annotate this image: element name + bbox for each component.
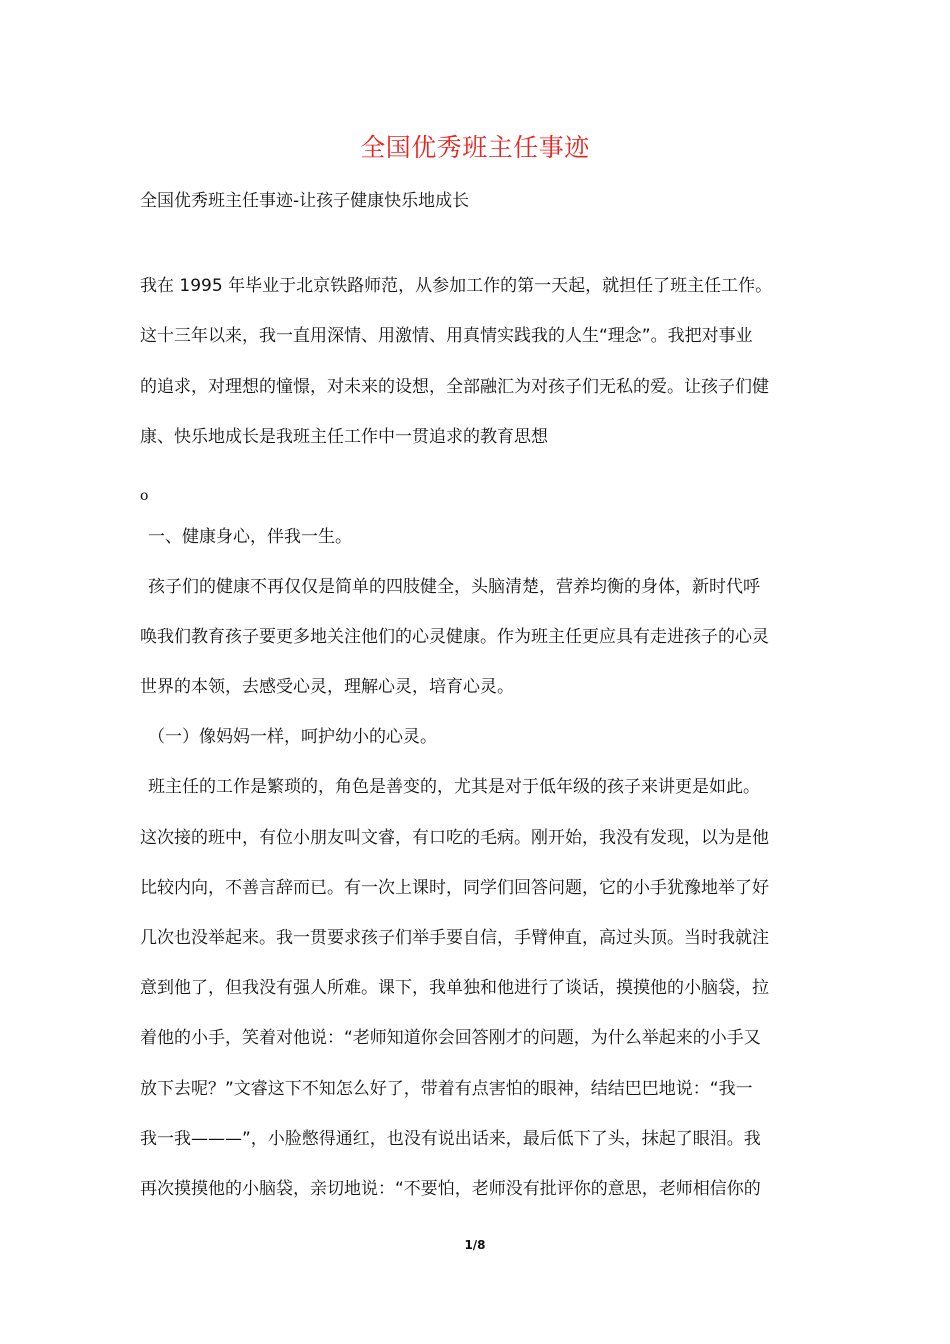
- subsection1-line-9: 再次摸摸他的小脑袋，亲切地说：“不要怕，老师没有批评你的意思，老师相信你的: [140, 1179, 761, 1199]
- document-title: 全国优秀班主任事迹: [360, 133, 590, 162]
- stray-mark: o: [140, 488, 149, 504]
- subsection1-line-3: 比较内向，不善言辞而已。有一次上课时，同学们回答问题，它的小手犹豫地举了好: [140, 878, 769, 898]
- section1-line-1: 孩子们的健康不再仅仅是简单的四肢健全，头脑清楚，营养均衡的身体，新时代呼: [148, 577, 760, 597]
- subsection-heading: （一）像妈妈一样，呵护幼小的心灵。: [148, 727, 437, 747]
- subsection1-line-7: 放下去呢？”文睿这下不知怎么好了，带着有点害怕的眼神，结结巴巴地说：“我一: [140, 1079, 753, 1099]
- subsection1-line-1: 班主任的工作是繁琐的，角色是善变的，尤其是对于低年级的孩子来讲更是如此。: [148, 777, 760, 797]
- intro-line-1: 我在 1995 年毕业于北京铁路师范，从参加工作的第一天起，就担任了班主任工作。: [140, 276, 773, 296]
- subsection1-line-2: 这次接的班中，有位小朋友叫文睿，有口吃的毛病。刚开始，我没有发现，以为是他: [140, 828, 769, 848]
- intro-line-3: 的追求，对理想的憧憬，对未来的设想，全部融汇为对孩子们无私的爱。让孩子们健: [140, 377, 769, 397]
- page-number: 1/8: [464, 1238, 486, 1252]
- intro-line-2: 这十三年以来，我一直用深情、用激情、用真情实践我的人生“理念”。我把对事业: [140, 326, 753, 346]
- subsection1-line-5: 意到他了，但我没有强人所难。课下，我单独和他进行了谈话，摸摸他的小脑袋，拉: [140, 978, 769, 998]
- intro-line-4: 康、快乐地成长是我班主任工作中一贯追求的教育思想: [140, 427, 548, 447]
- section1-line-3: 世界的本领，去感受心灵，理解心灵，培育心灵。: [140, 677, 514, 697]
- subsection1-line-4: 几次也没举起来。我一贯要求孩子们举手要自信，手臂伸直，高过头顶。当时我就注: [140, 928, 769, 948]
- document-subtitle: 全国优秀班主任事迹-让孩子健康快乐地成长: [140, 191, 470, 211]
- section1-line-2: 唤我们教育孩子要更多地关注他们的心灵健康。作为班主任更应具有走进孩子的心灵: [140, 627, 769, 647]
- subsection1-line-6: 着他的小手，笑着对他说：“老师知道你会回答刚才的问题，为什么举起来的小手又: [140, 1028, 761, 1048]
- subsection1-line-8: 我一我———”，小脸憋得通红，也没有说出话来，最后低下了头，抹起了眼泪。我: [140, 1129, 761, 1149]
- section-heading: 一、健康身心，伴我一生。: [148, 527, 352, 547]
